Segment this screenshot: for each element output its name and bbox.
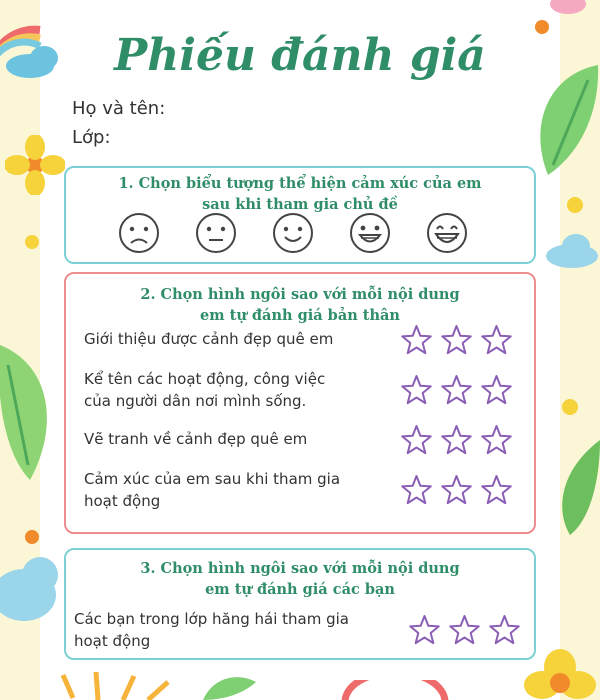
row-text-line2: hoạt động	[84, 492, 161, 510]
star-rating	[400, 474, 513, 506]
section-1-title	[66, 173, 534, 215]
grin-face-icon[interactable]	[349, 212, 391, 254]
emotion-faces	[118, 212, 468, 254]
star-icon[interactable]	[480, 374, 513, 406]
dot-icon	[560, 190, 590, 220]
class-field-label: Lớp:	[72, 127, 111, 148]
page-title: Phiếu đánh giá	[114, 30, 486, 81]
star-icon[interactable]	[440, 324, 473, 356]
dot-icon	[558, 395, 582, 419]
star-icon[interactable]	[448, 614, 481, 646]
row-text-line1: Cảm xúc của em sau khi tham gia	[84, 470, 341, 488]
section-3-title-line2: em tự đánh giá các bạn	[205, 581, 395, 598]
row-text-line1: Các bạn trong lớp hăng hái tham gia	[74, 610, 349, 628]
leaf-icon	[198, 672, 258, 700]
row-text	[84, 328, 384, 350]
rainbow-icon	[340, 680, 450, 700]
section-3-title	[66, 558, 534, 600]
star-icon[interactable]	[480, 474, 513, 506]
star-icon[interactable]	[440, 474, 473, 506]
row-text	[84, 428, 384, 450]
row-text-line1: Giới thiệu được cảnh đẹp quê em	[84, 330, 334, 348]
section-1-card	[64, 166, 536, 264]
flower-icon	[5, 135, 65, 195]
row-text-line1: Vẽ tranh về cảnh đẹp quê em	[84, 430, 308, 448]
row-text	[84, 368, 384, 412]
section-2-title	[66, 284, 534, 326]
section-3-title-line1: 3. Chọn hình ngôi sao với mỗi nội dung	[140, 560, 460, 577]
star-icon[interactable]	[480, 424, 513, 456]
row-text-line2: của người dân nơi mình sống.	[84, 392, 307, 410]
dot-icon	[20, 525, 44, 549]
big-grin-face-icon[interactable]	[426, 212, 468, 254]
star-icon[interactable]	[400, 424, 433, 456]
sad-face-icon[interactable]	[118, 212, 160, 254]
star-icon[interactable]	[400, 324, 433, 356]
leaf-icon	[0, 335, 60, 485]
leaf-icon	[550, 430, 600, 540]
section-2-title-line1: 2. Chọn hình ngôi sao với mỗi nội dung	[140, 286, 460, 303]
row-text-line2: hoạt động	[74, 632, 151, 650]
star-icon[interactable]	[480, 324, 513, 356]
star-icon[interactable]	[488, 614, 521, 646]
cloud-icon	[548, 0, 588, 16]
star-icon[interactable]	[440, 424, 473, 456]
star-icon[interactable]	[400, 474, 433, 506]
row-text	[74, 608, 404, 652]
section-2-card	[64, 272, 536, 534]
star-rating	[408, 614, 521, 646]
dot-icon	[20, 230, 44, 254]
cloud-icon	[0, 545, 60, 635]
star-rating	[400, 374, 513, 406]
sun-rays-icon	[58, 670, 208, 700]
neutral-face-icon[interactable]	[195, 212, 237, 254]
name-field-label: Họ và tên:	[72, 98, 166, 119]
star-icon[interactable]	[440, 374, 473, 406]
section-1-title-line2: sau khi tham gia chủ đề	[202, 196, 398, 213]
star-rating	[400, 424, 513, 456]
cloud-icon	[542, 230, 600, 270]
row-text-line1: Kể tên các hoạt động, công việc	[84, 370, 326, 388]
row-text	[84, 468, 384, 512]
section-1-title-line1: 1. Chọn biểu tượng thể hiện cảm xúc của em	[118, 175, 482, 192]
section-3-card	[64, 548, 536, 660]
section-2-title-line2: em tự đánh giá bản thân	[200, 307, 400, 324]
star-rating	[400, 324, 513, 356]
smile-face-icon[interactable]	[272, 212, 314, 254]
star-icon[interactable]	[408, 614, 441, 646]
star-icon[interactable]	[400, 374, 433, 406]
